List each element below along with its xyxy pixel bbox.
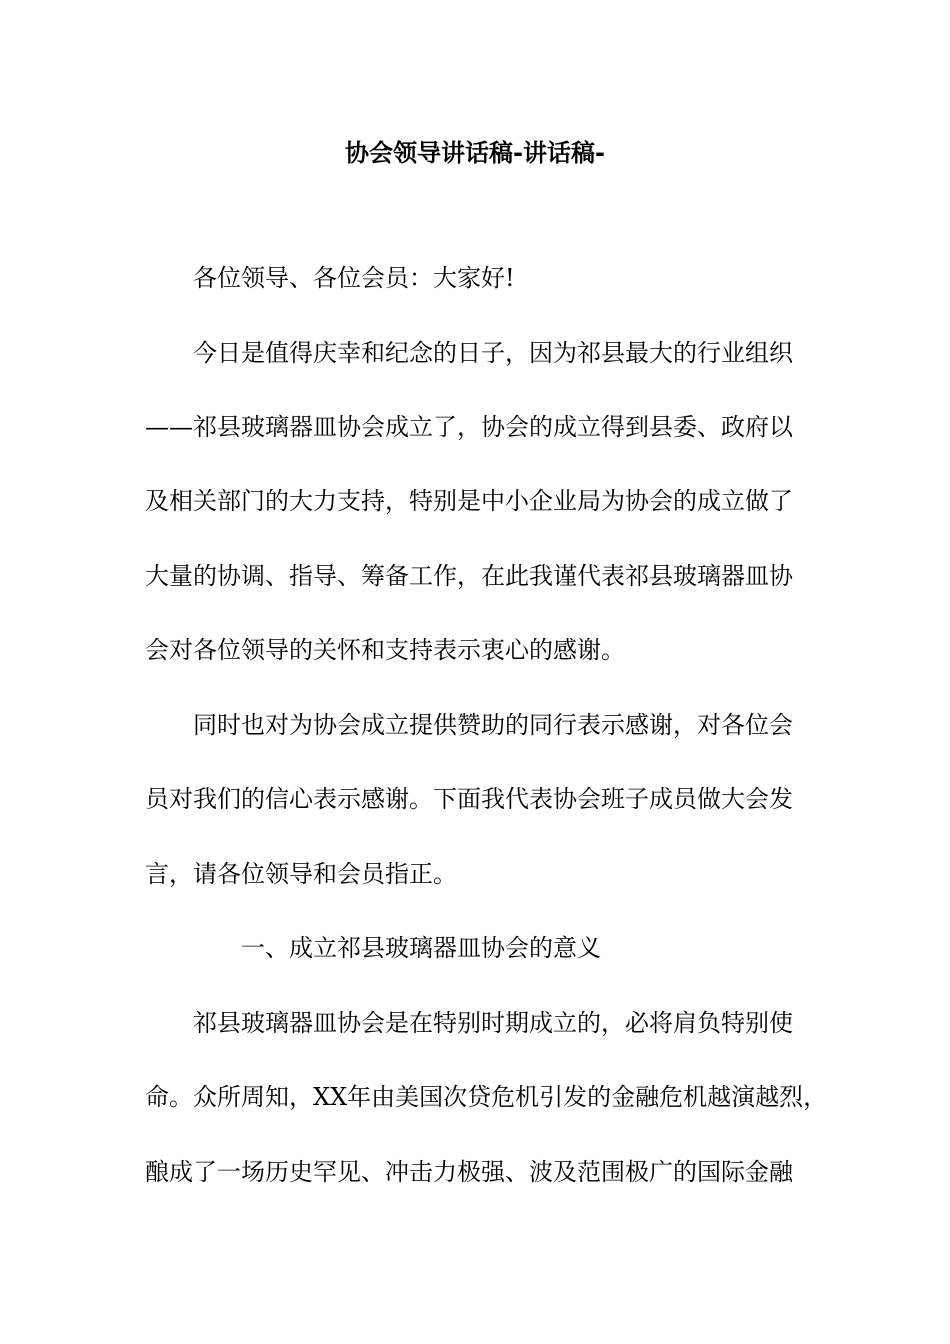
paragraph-line: 祁县玻璃器皿协会是在特别时期成立的，必将肩负特别使	[193, 1009, 793, 1037]
document-title: 协会领导讲话稿-讲话稿-	[345, 139, 605, 167]
paragraph-line: 会对各位领导的关怀和支持表示衷心的感谢。	[145, 636, 625, 664]
section-heading: 一、成立祁县玻璃器皿协会的意义	[241, 934, 601, 962]
paragraph-line: ——祁县玻璃器皿协会成立了，协会的成立得到县委、政府以	[145, 413, 793, 441]
paragraph-line: 同时也对为协会成立提供赞助的同行表示感谢，对各位会	[193, 711, 793, 739]
paragraph-line: 及相关部门的大力支持，特别是中小企业局为协会的成立做了	[145, 487, 793, 515]
greeting-line: 各位领导、各位会员：大家好!	[193, 264, 515, 292]
paragraph-line: 酿成了一场历史罕见、冲击力极强、波及范围极广的国际金融	[145, 1158, 793, 1186]
paragraph-line: 言，请各位领导和会员指正。	[145, 860, 457, 888]
paragraph-line: 大量的协调、指导、筹备工作，在此我谨代表祁县玻璃器皿协	[145, 562, 793, 590]
paragraph-line: 员对我们的信心表示感谢。下面我代表协会班子成员做大会发	[145, 785, 793, 813]
paragraph-line: 今日是值得庆幸和纪念的日子，因为祁县最大的行业组织	[193, 339, 793, 367]
paragraph-line: 命。众所周知，XX年由美国次贷危机引发的金融危机越演越烈，	[145, 1083, 828, 1111]
